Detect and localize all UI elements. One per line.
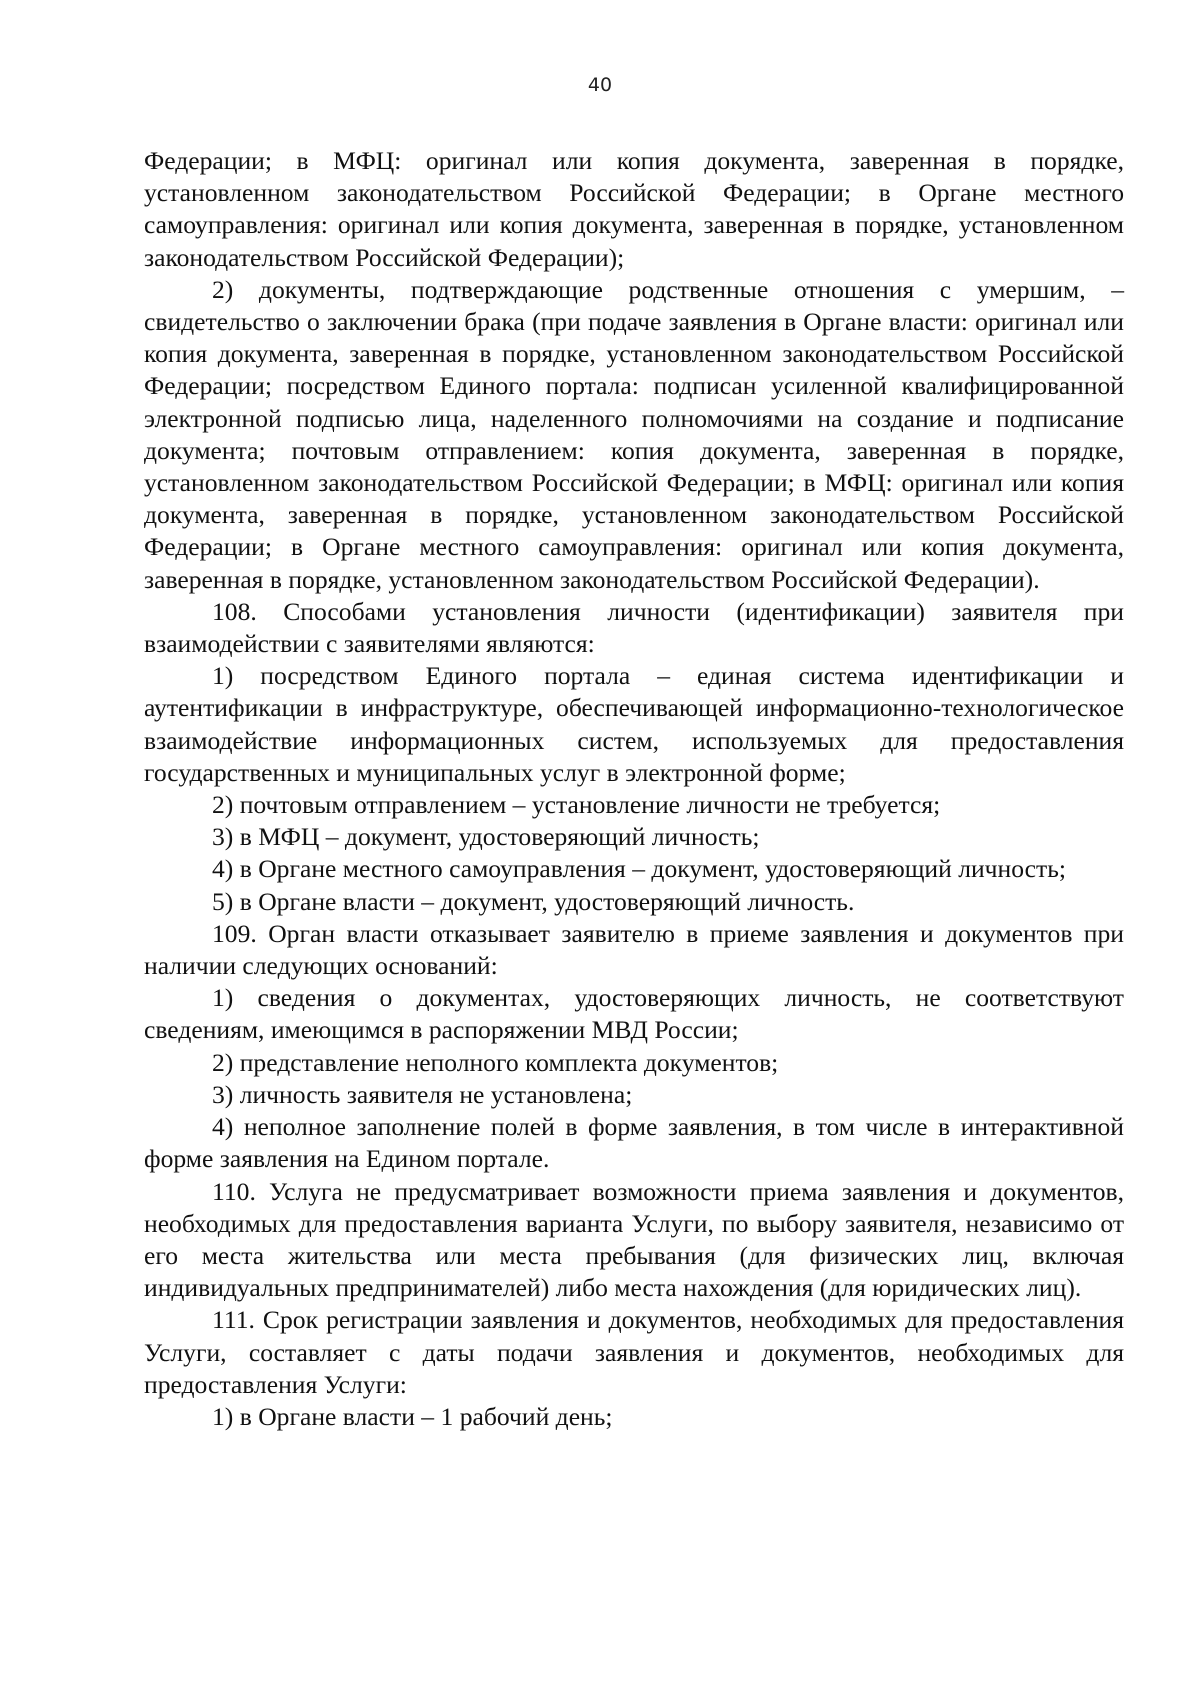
paragraph-109-refusal-grounds: 109. Орган власти отказывает заявителю в приеме заявления и документов при наличии следующих оснований: xyxy=(144,918,1124,981)
paragraph-108-item-1: 1) посредством Единого портала – единая система идентификации и аутентификации в инфраструктуре, обеспечивающей информационно-технологическое взаимодействие информационных систем, используемых для предоставления государственных и муниципальных услуг в электронной форме; xyxy=(144,661,1124,787)
paragraph-108-item-2: 2) почтовым отправлением – установление личности не требуется; xyxy=(212,790,941,820)
page-number: 40 xyxy=(587,74,613,96)
paragraph-110-extraterritorial: 110. Услуга не предусматривает возможности приема заявления и документов, необходимых для предоставления варианта Услуги, по выбору заявителя, независимо от его места жительства или места пребывания (для физических лиц, включая индивидуальных предпринимателей) либо места нахождения (для юридических лиц). xyxy=(144,1176,1124,1303)
paragraph-108-item-3: 3) в МФЦ – документ, удостоверяющий личность; xyxy=(212,822,760,852)
paragraph-108-item-5: 5) в Органе власти – документ, удостоверяющий личность. xyxy=(212,886,855,916)
paragraph-111-item-1: 1) в Органе власти – 1 рабочий день; xyxy=(212,1401,613,1431)
paragraph-111-registration-term: 111. Срок регистрации заявления и документов, необходимых для предоставления Услуги, составляет с даты подачи заявления и документов, необходимых для предоставления Услуги: xyxy=(144,1305,1124,1399)
paragraph-109-item-1: 1) сведения о документах, удостоверяющих личность, не соответствуют сведениям, имеющимся в распоряжении МВД России; xyxy=(144,983,1124,1045)
paragraph-continuation: Федерации; в МФЦ: оригинал или копия документа, заверенная в порядке, установленном законодательством Российской Федерации; в Органе местного самоуправления: оригинал или копия документа, заверенная в порядке, установленном законодательством Российской Федерации); xyxy=(144,146,1124,272)
paragraph-108-item-4: 4) в Органе местного самоуправления – документ, удостоверяющий личность; xyxy=(212,854,1067,884)
paragraph-item-2-relationship-documents: 2) документы, подтверждающие родственные отношения с умершим, – свидетельство о заключении брака (при подаче заявления в Органе власти: оригинал или копия документа, заверенная в порядке, установленном законодательством Российской Федерации; посредством Единого портала: подписан усиленной квалифицированной электронной подписью лица, наделенного полномочиями на создание и подписание документа; почтовым отправлением: копия документа, заверенная в порядке, установленном законодательством Российской Федерации; в МФЦ: оригинал или копия документа, заверенная в порядке, установленном законодательством Российской Федерации; в Органе местного самоуправления: оригинал или копия документа, заверенная в порядке, установленном законодательством Российской Федерации). xyxy=(144,274,1124,594)
paragraph-109-item-4: 4) неполное заполнение полей в форме заявления, в том числе в интерактивной форме заявления на Едином портале. xyxy=(144,1112,1124,1174)
paragraph-109-item-2: 2) представление неполного комплекта документов; xyxy=(212,1047,779,1077)
document-body xyxy=(144,145,1124,1433)
paragraph-108-identification-methods: 108. Способами установления личности (идентификации) заявителя при взаимодействии с заявителями являются: xyxy=(144,596,1124,659)
paragraph-109-item-3: 3) личность заявителя не установлена; xyxy=(212,1079,633,1109)
